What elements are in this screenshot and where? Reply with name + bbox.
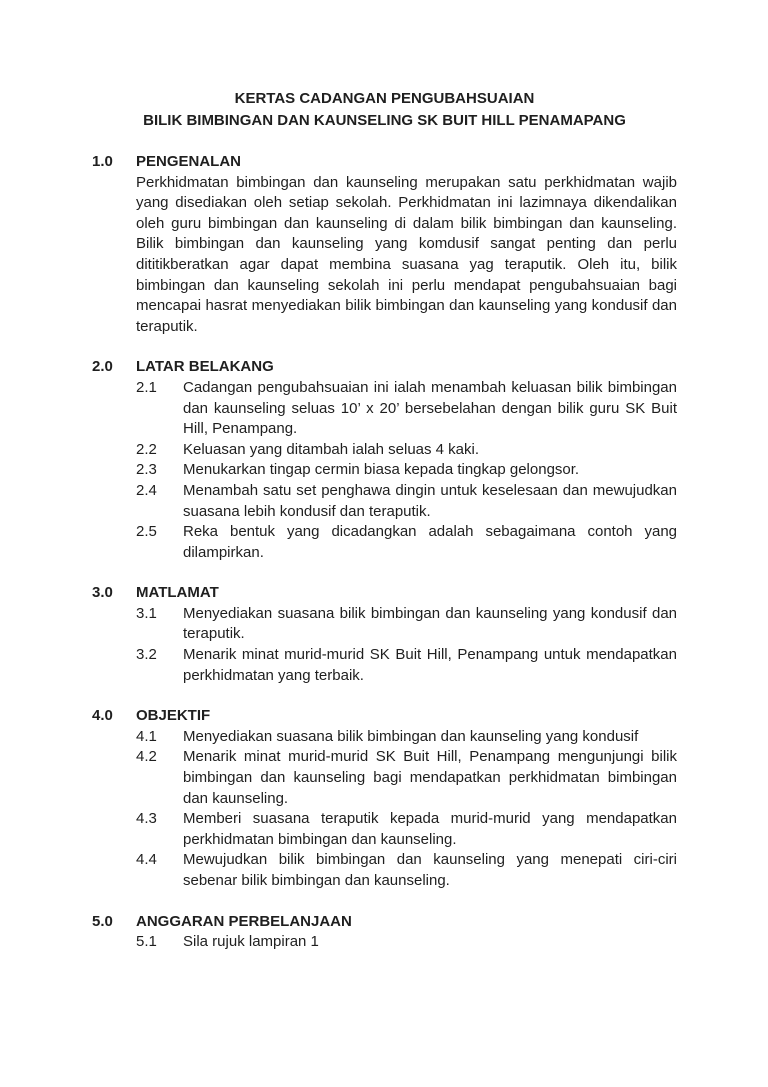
section-heading: OBJEKTIF: [136, 707, 211, 725]
list-item: [136, 378, 677, 440]
section-anggaran-perbelanjaan: [92, 912, 677, 953]
section-body: [136, 727, 677, 892]
list-item-number: 2.4: [136, 481, 157, 499]
section-latar-belakang: [92, 357, 677, 563]
section-heading-row: [92, 912, 677, 933]
section-pengenalan: [92, 152, 677, 337]
list-item: [136, 645, 677, 686]
section-body: [136, 173, 677, 338]
list-item-text: Mewujudkan bilik bimbingan dan kaunseling yang menepati ciri-ciri sebenar bilik bimbingan dan kaunseling.: [183, 851, 677, 889]
section-heading: LATAR BELAKANG: [136, 358, 274, 376]
list-item-number: 4.4: [136, 851, 157, 869]
list-item: [136, 440, 677, 461]
section-heading: PENGENALAN: [136, 153, 242, 170]
list-item: [136, 481, 677, 522]
list-item-number: 4.2: [136, 748, 157, 766]
list-item-text: Sila rujuk lampiran 1: [183, 933, 319, 951]
list-item: [136, 932, 677, 953]
list-item-text: Menyediakan suasana bilik bimbingan dan kaunseling yang kondusif: [183, 727, 639, 745]
list-item: [136, 727, 677, 748]
list-item: [136, 809, 677, 850]
section-number: 1.0: [92, 153, 113, 170]
list-item-text: Menyediakan suasana bilik bimbingan dan kaunseling yang kondusif dan teraputik.: [183, 604, 677, 643]
list-item-number: 2.1: [136, 378, 157, 396]
list-item-text: Keluasan yang ditambah ialah seluas 4 kaki.: [183, 440, 480, 458]
section-heading-row: [92, 706, 677, 727]
section-heading-row: [92, 583, 677, 604]
title-line-2: BILIK BIMBINGAN DAN KAUNSELING SK BUIT HILL PENAMAPANG: [143, 112, 626, 129]
list-item: [136, 604, 677, 645]
section-heading-row: [92, 152, 677, 173]
list-item-number: 3.1: [136, 604, 157, 622]
title-line-1: KERTAS CADANGAN PENGUBAHSUAIAN: [234, 90, 535, 107]
section-objektif: [92, 706, 677, 891]
list-item-number: 2.3: [136, 461, 157, 479]
section-heading-row: [92, 357, 677, 378]
list-item: [136, 747, 677, 809]
section-paragraph: Perkhidmatan bimbingan dan kaunseling merupakan satu perkhidmatan wajib yang disediakan oleh setiap sekolah. Perkhidmatan ini lazimnaya dikendalikan oleh guru bimbingan dan kaunseling di dalam bilik bimbingan dan kaunseling. Bilik bimbingan dan kaunseling yang komdusif sangat penting dan perlu dititikberatkan agar dapat membina suasana yag teraputik. Oleh itu, bilik bimbingan dan kaunseling sekolah ini perlu mendapat pengubahsuaian bagi mencapai hasrat menyediakan bilik bimbingan dan kaunseling yang kondusif dan teraputik.: [136, 173, 677, 335]
list-item-number: 2.2: [136, 440, 157, 458]
list-item-number: 4.1: [136, 727, 157, 745]
list-item-text: Menarik minat murid-murid SK Buit Hill, Penampang untuk mendapatkan perkhidmatan yang terbaik.: [183, 646, 677, 684]
section-body: [136, 378, 677, 563]
document-title: [92, 88, 677, 132]
section-heading: MATLAMAT: [136, 584, 219, 602]
list-item-text: Menarik minat murid-murid SK Buit Hill, Penampang mengunjungi bilik bimbingan dan kaunseling bagi mendapatkan perkhidmatan bimbingan dan kaunseling.: [183, 748, 677, 807]
list-item-number: 4.3: [136, 810, 157, 828]
list-item: [136, 522, 677, 563]
list-item-text: Menukarkan tingap cermin biasa kepada tingkap gelongsor.: [183, 461, 580, 479]
list-item-text: Reka bentuk yang dicadangkan adalah sebagaimana contoh yang dilampirkan.: [183, 523, 677, 561]
list-item-number: 3.2: [136, 646, 157, 664]
section-number: 3.0: [92, 584, 113, 602]
list-item-number: 5.1: [136, 933, 157, 951]
section-body: [136, 932, 677, 953]
list-item-text: Menambah satu set penghawa dingin untuk keselesaan dan mewujudkan suasana lebih kondusif dan teraputik.: [183, 481, 677, 520]
list-item: [136, 850, 677, 891]
section-number: 4.0: [92, 707, 113, 725]
section-body: [136, 604, 677, 686]
section-number: 5.0: [92, 912, 113, 930]
list-item: [136, 460, 677, 481]
section-number: 2.0: [92, 358, 113, 376]
section-matlamat: [92, 583, 677, 686]
list-item-text: Cadangan pengubahsuaian ini ialah menambah keluasan bilik bimbingan dan kaunseling seluas 10’ x 20’ bersebelahan dengan bilik guru SK Buit Hill, Penampang.: [183, 378, 677, 438]
section-heading: ANGGARAN PERBELANJAAN: [136, 912, 352, 930]
list-item-text: Memberi suasana teraputik kepada murid-murid yang mendapatkan perkhidmatan bimbingan dan kaunseling.: [183, 810, 677, 848]
list-item-number: 2.5: [136, 523, 157, 541]
